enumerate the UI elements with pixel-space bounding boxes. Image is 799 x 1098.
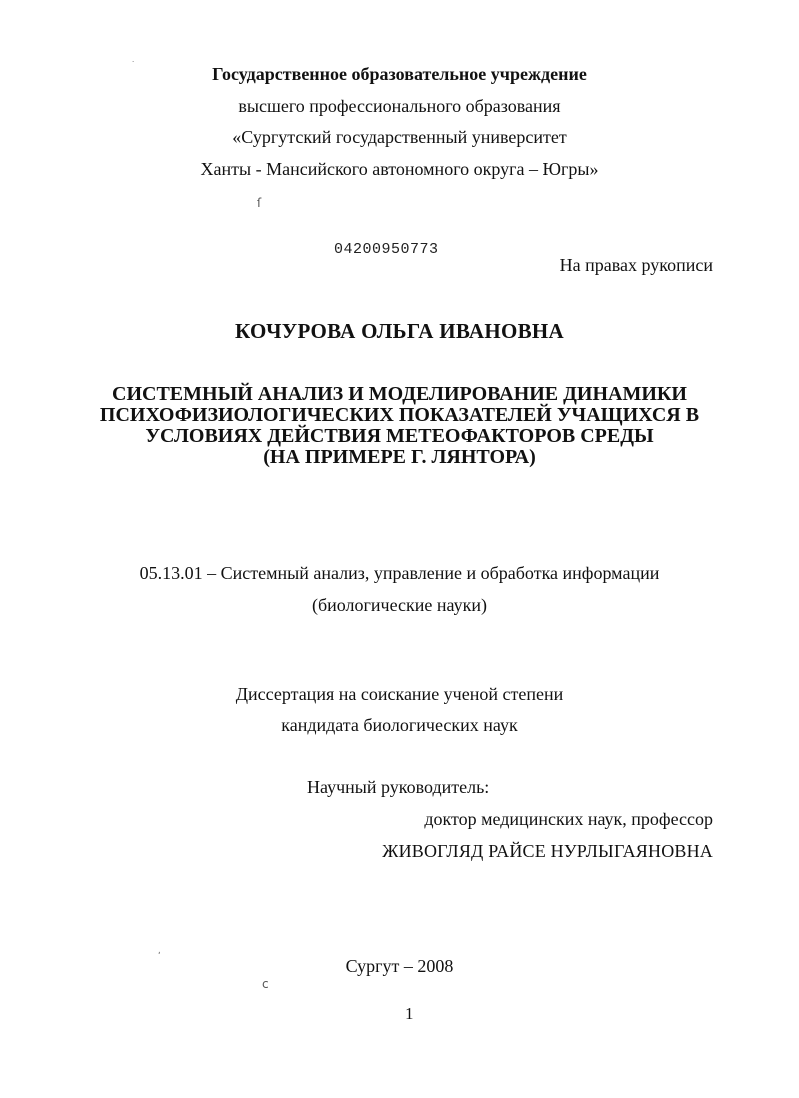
dissertation-degree: Диссертация на соискание ученой степени (235, 684, 564, 704)
title-line-4: (НА ПРИМЕРЕ Г. ЛЯНТОРА) (263, 446, 536, 468)
supervisor-name: ЖИВОГЛЯД РАЙСЕ НУРЛЫГАЯНОВНА (382, 841, 713, 861)
title-line-3: УСЛОВИЯХ ДЕЙСТВИЯ МЕТЕОФАКТОРОВ СРЕДЫ (145, 425, 654, 447)
author-name: КОЧУРОВА ОЛЬГА ИВАНОВНА (234, 319, 565, 343)
institution-level: высшего профессионального образования (238, 96, 561, 116)
university-name: «Сургутский государственный университет (232, 127, 567, 147)
page-number: 1 (405, 1004, 414, 1023)
university-region: Ханты - Мансийского автономного округа – Югры» (200, 159, 599, 179)
specialty-field: (биологические науки) (312, 595, 487, 615)
title-line-2: ПСИХОФИЗИОЛОГИЧЕСКИХ ПОКАЗАТЕЛЕЙ УЧАЩИХСЯ В (99, 404, 700, 426)
scan-speck: ᴄ (262, 977, 269, 991)
dissertation-candidate: кандидата биологических наук (281, 715, 518, 735)
scan-speck: ʹ (158, 952, 161, 962)
specialty-code: 05.13.01 – Системный анализ, управление и обработка информации (139, 563, 660, 583)
archive-code: 04200950773 (334, 241, 439, 258)
scan-speck: · (132, 58, 135, 66)
supervisor-label: Научный руководитель: (307, 777, 490, 797)
supervisor-rank: доктор медицинских наук, профессор (424, 809, 713, 829)
manuscript-note: На правах рукописи (559, 255, 713, 275)
title-line-1: СИСТЕМНЫЙ АНАЛИЗ И МОДЕЛИРОВАНИЕ ДИНАМИКИ (112, 383, 687, 405)
institution-name: Государственное образовательное учреждение (212, 64, 587, 84)
place-year: Сургут – 2008 (345, 956, 454, 976)
scan-speck: ſ (257, 196, 262, 210)
